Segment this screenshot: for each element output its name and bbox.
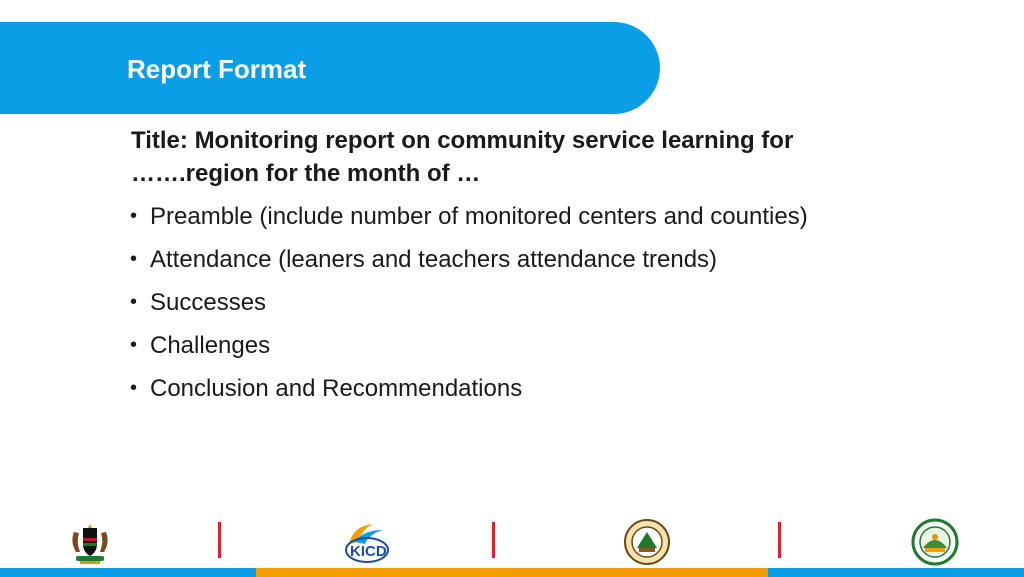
slide-title: Report Format: [127, 54, 307, 84]
heading-line-2: …….region for the month of …: [131, 160, 481, 187]
ministry-seal-icon: [623, 518, 671, 566]
footer-bar-segment: [0, 568, 256, 577]
title-banner: [0, 22, 660, 114]
footer-divider: [218, 522, 221, 558]
bullet-list: [130, 200, 830, 415]
coat-of-arms-icon: [66, 518, 114, 566]
kicd-logo-icon: [343, 518, 393, 566]
footer-bar-segment: [256, 568, 512, 577]
bullet-icon: •: [130, 334, 138, 356]
county-seal-icon: [911, 518, 959, 566]
footer-bar-segment: [768, 568, 1024, 577]
list-item-text: Preamble (include number of monitored centers and counties): [150, 203, 808, 230]
list-item: [130, 329, 830, 362]
footer-divider: [492, 522, 495, 558]
list-item-text: Successes: [150, 289, 267, 316]
bullet-icon: •: [130, 291, 138, 313]
footer-color-bar: [0, 568, 1024, 577]
list-item: [130, 286, 830, 319]
list-item-text: Attendance (leaners and teachers attendance trends): [150, 246, 718, 273]
heading-line-1: Title: Monitoring report on community service learning for: [131, 127, 794, 154]
bullet-icon: •: [130, 205, 138, 227]
list-item-text: Conclusion and Recommendations: [150, 375, 523, 402]
footer-divider: [778, 522, 781, 558]
report-heading: [131, 124, 891, 190]
bullet-icon: •: [130, 248, 138, 270]
list-item-text: Challenges: [150, 332, 271, 359]
list-item: [130, 200, 830, 233]
bullet-icon: •: [130, 377, 138, 399]
kicd-logo-text: KICD: [350, 543, 387, 560]
list-item: [130, 372, 830, 405]
footer-bar-segment: [512, 568, 768, 577]
list-item: [130, 243, 830, 276]
